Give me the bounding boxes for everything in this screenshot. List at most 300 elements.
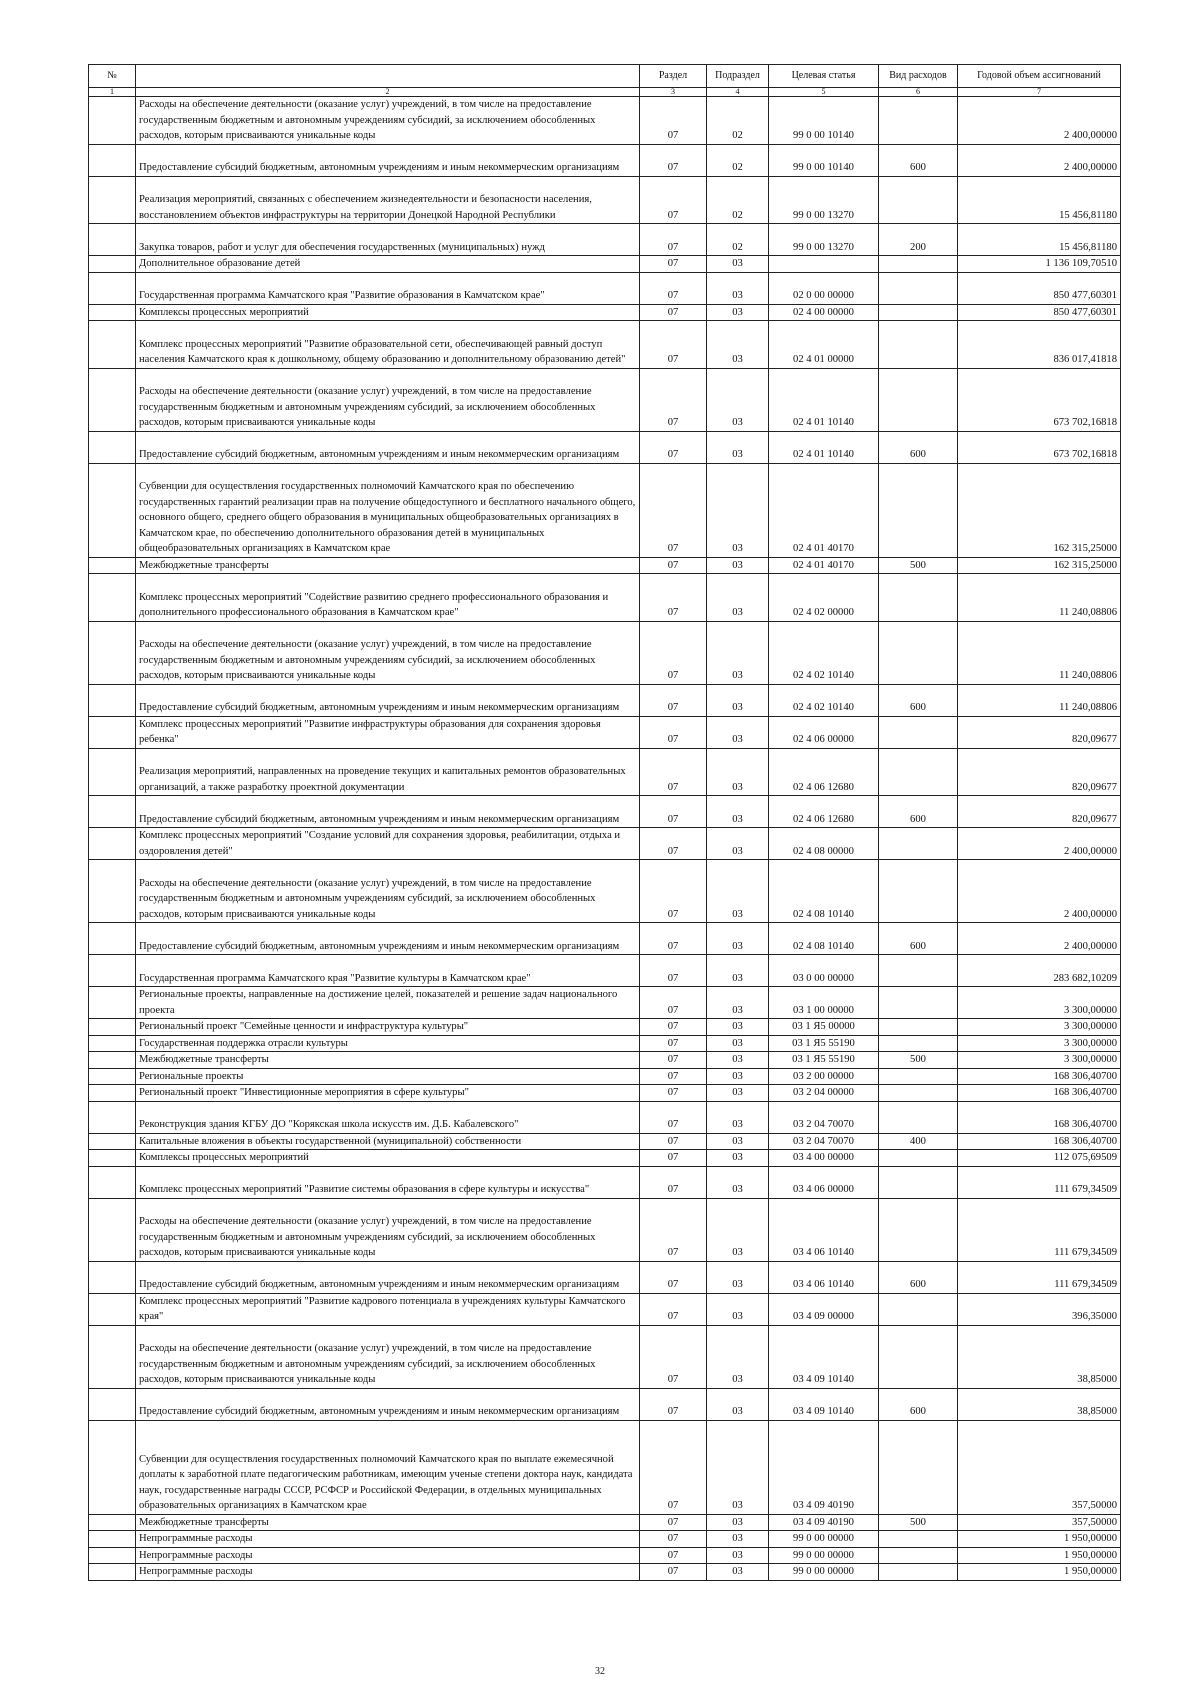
cell-section: 07 [640, 748, 707, 796]
cell-subsection: 03 [707, 1150, 769, 1167]
cell-subsection: 02 [707, 144, 769, 176]
header-target: Целевая статья [769, 65, 879, 88]
table-row [89, 1325, 1121, 1388]
cell-expense-type: 500 [879, 1514, 958, 1531]
table-row [89, 955, 1121, 987]
cell-section: 07 [640, 1420, 707, 1514]
budget-table-sheet [88, 64, 1120, 1581]
cell-section: 07 [640, 1052, 707, 1069]
cell-section: 07 [640, 1198, 707, 1261]
cell-amount: 15 456,81180 [958, 176, 1121, 224]
cell-amount: 111 679,34509 [958, 1166, 1121, 1198]
cell-target: 02 4 01 10140 [769, 368, 879, 431]
cell-name: Расходы на обеспечение деятельности (оказание услуг) учреждений, в том числе на предоставление государственным бюджетным и автономным учреждениям субсидий, за исключением обособленных расходов, которым присваиваются уникальные коды [136, 1325, 640, 1388]
cell-subsection: 03 [707, 1261, 769, 1293]
table-row [89, 1564, 1121, 1581]
cell-section: 07 [640, 557, 707, 574]
cell-expense-type [879, 1068, 958, 1085]
cell-name: Межбюджетные трансферты [136, 557, 640, 574]
cell-name: Непрограммные расходы [136, 1531, 640, 1548]
cell-target: 02 4 02 00000 [769, 574, 879, 622]
cell-name: Реализация мероприятий, связанных с обеспечением жизнедеятельности и безопасности населения, восстановлением объектов инфраструктуры на территории Донецкой Народной Республики [136, 176, 640, 224]
cell-name: Государственная поддержка отрасли культуры [136, 1035, 640, 1052]
table-row [89, 684, 1121, 716]
cell-expense-type [879, 1150, 958, 1167]
cell-target: 02 4 06 00000 [769, 716, 879, 748]
cell-name: Предоставление субсидий бюджетным, автономным учреждениям и иным некоммерческим организациям [136, 1388, 640, 1420]
table-row [89, 1035, 1121, 1052]
header-name [136, 65, 640, 88]
cell-num [89, 574, 136, 622]
cell-target: 03 2 00 00000 [769, 1068, 879, 1085]
cell-amount: 11 240,08806 [958, 621, 1121, 684]
cell-expense-type: 600 [879, 431, 958, 463]
cell-name: Расходы на обеспечение деятельности (оказание услуг) учреждений, в том числе на предоставление государственным бюджетным и автономным учреждениям субсидий, за исключением обособленных расходов, которым присваиваются уникальные коды [136, 97, 640, 145]
table-row [89, 368, 1121, 431]
cell-num [89, 716, 136, 748]
cell-subsection: 03 [707, 748, 769, 796]
cell-subsection: 03 [707, 1198, 769, 1261]
cell-target: 02 4 08 10140 [769, 923, 879, 955]
cell-subsection: 03 [707, 955, 769, 987]
cell-section: 07 [640, 1068, 707, 1085]
cell-expense-type: 600 [879, 796, 958, 828]
cell-name: Субвенции для осуществления государственных полномочий Камчатского края по обеспечению государственных гарантий реализации прав на получение общедоступного и бесплатного начального общего, основного общего, среднего общего образования в муниципальных общеобразовательных организациях в Камчатском крае, по обеспечению дополнительного образования детей в муниципальных общеобразовательных организациях в Камчатском крае [136, 463, 640, 557]
cell-name: Субвенции для осуществления государственных полномочий Камчатского края по выплате ежемесячной доплаты к заработной плате педагогическим работникам, имеющим ученые степени доктора наук, кандидата наук, государственные награды СССР, РСФСР и Российской Федерации, в отдельных муниципальных образовательных организациях в Камчатском крае [136, 1420, 640, 1514]
cell-num [89, 955, 136, 987]
cell-target: 03 0 00 00000 [769, 955, 879, 987]
cell-name: Региональные проекты [136, 1068, 640, 1085]
cell-section: 07 [640, 828, 707, 860]
cell-section: 07 [640, 1101, 707, 1133]
cell-name: Капитальные вложения в объекты государственной (муниципальной) собственности [136, 1133, 640, 1150]
table-row [89, 796, 1121, 828]
cell-name: Региональный проект "Семейные ценности и инфраструктура культуры" [136, 1019, 640, 1036]
cell-section: 07 [640, 796, 707, 828]
cell-num [89, 1547, 136, 1564]
cell-target [769, 256, 879, 273]
cell-subsection: 03 [707, 1420, 769, 1514]
header-expense-type: Вид расходов [879, 65, 958, 88]
cell-section: 07 [640, 684, 707, 716]
table-body [89, 97, 1121, 1581]
cell-subsection: 03 [707, 321, 769, 369]
cell-expense-type: 600 [879, 684, 958, 716]
cell-target: 03 4 09 40190 [769, 1420, 879, 1514]
cell-expense-type [879, 1035, 958, 1052]
cell-num [89, 1514, 136, 1531]
cell-target: 02 4 06 12680 [769, 748, 879, 796]
cell-num [89, 1150, 136, 1167]
cell-subsection: 03 [707, 987, 769, 1019]
cell-section: 07 [640, 923, 707, 955]
cell-subsection: 03 [707, 923, 769, 955]
cell-num [89, 1388, 136, 1420]
cell-target: 03 1 Я5 00000 [769, 1019, 879, 1036]
cell-section: 07 [640, 1085, 707, 1102]
cell-num [89, 97, 136, 145]
column-number: 2 [136, 88, 640, 97]
cell-num [89, 748, 136, 796]
cell-amount: 836 017,41818 [958, 321, 1121, 369]
cell-name: Межбюджетные трансферты [136, 1514, 640, 1531]
cell-section: 07 [640, 304, 707, 321]
cell-section: 07 [640, 1325, 707, 1388]
table-row [89, 321, 1121, 369]
cell-target: 03 1 Я5 55190 [769, 1035, 879, 1052]
cell-target: 03 4 06 10140 [769, 1198, 879, 1261]
table-row [89, 923, 1121, 955]
cell-subsection: 03 [707, 1068, 769, 1085]
cell-num [89, 1133, 136, 1150]
cell-name: Дополнительное образование детей [136, 256, 640, 273]
table-row [89, 1085, 1121, 1102]
column-number: 6 [879, 88, 958, 97]
page-number: 32 [595, 1666, 605, 1677]
cell-amount: 820,09677 [958, 748, 1121, 796]
cell-amount: 2 400,00000 [958, 923, 1121, 955]
cell-amount: 3 300,00000 [958, 1019, 1121, 1036]
table-row [89, 716, 1121, 748]
column-number: 7 [958, 88, 1121, 97]
cell-num [89, 557, 136, 574]
cell-target: 02 4 08 10140 [769, 860, 879, 923]
cell-expense-type [879, 463, 958, 557]
cell-section: 07 [640, 1293, 707, 1325]
cell-expense-type [879, 368, 958, 431]
cell-expense-type: 500 [879, 557, 958, 574]
cell-subsection: 02 [707, 97, 769, 145]
cell-num [89, 1420, 136, 1514]
cell-target: 03 4 09 10140 [769, 1325, 879, 1388]
table-row [89, 256, 1121, 273]
cell-num [89, 796, 136, 828]
cell-expense-type [879, 1293, 958, 1325]
cell-num [89, 1035, 136, 1052]
cell-expense-type [879, 176, 958, 224]
cell-subsection: 03 [707, 1388, 769, 1420]
cell-num [89, 860, 136, 923]
cell-expense-type [879, 272, 958, 304]
cell-amount: 283 682,10209 [958, 955, 1121, 987]
cell-target: 99 0 00 13270 [769, 176, 879, 224]
cell-section: 07 [640, 1514, 707, 1531]
cell-expense-type [879, 621, 958, 684]
cell-amount: 850 477,60301 [958, 304, 1121, 321]
table-row [89, 97, 1121, 145]
cell-target: 02 4 06 12680 [769, 796, 879, 828]
cell-name: Комплексы процессных мероприятий [136, 1150, 640, 1167]
cell-target: 03 4 09 10140 [769, 1388, 879, 1420]
cell-num [89, 144, 136, 176]
table-row [89, 1261, 1121, 1293]
table-row [89, 1293, 1121, 1325]
cell-expense-type [879, 1198, 958, 1261]
header-num: № [89, 65, 136, 88]
table-row [89, 176, 1121, 224]
cell-expense-type: 200 [879, 224, 958, 256]
cell-amount: 168 306,40700 [958, 1101, 1121, 1133]
cell-target: 03 1 Я5 55190 [769, 1052, 879, 1069]
cell-subsection: 03 [707, 431, 769, 463]
cell-expense-type: 600 [879, 1388, 958, 1420]
cell-num [89, 1531, 136, 1548]
cell-name: Реализация мероприятий, направленных на проведение текущих и капитальных ремонтов образовательных организаций, а также разработку проектной документации [136, 748, 640, 796]
cell-num [89, 1261, 136, 1293]
cell-target: 02 0 00 00000 [769, 272, 879, 304]
cell-expense-type [879, 748, 958, 796]
cell-section: 07 [640, 368, 707, 431]
cell-expense-type: 400 [879, 1133, 958, 1150]
cell-amount: 38,85000 [958, 1325, 1121, 1388]
cell-amount: 11 240,08806 [958, 684, 1121, 716]
cell-expense-type: 600 [879, 923, 958, 955]
cell-amount: 1 950,00000 [958, 1564, 1121, 1581]
table-row [89, 828, 1121, 860]
cell-expense-type: 500 [879, 1052, 958, 1069]
cell-name: Региональные проекты, направленные на достижение целей, показателей и решение задач национального проекта [136, 987, 640, 1019]
cell-expense-type [879, 256, 958, 273]
cell-amount: 168 306,40700 [958, 1085, 1121, 1102]
cell-subsection: 03 [707, 1101, 769, 1133]
cell-target: 99 0 00 00000 [769, 1564, 879, 1581]
cell-subsection: 03 [707, 1531, 769, 1548]
cell-num [89, 923, 136, 955]
cell-name: Комплексы процессных мероприятий [136, 304, 640, 321]
table-row [89, 621, 1121, 684]
cell-num [89, 621, 136, 684]
cell-amount: 2 400,00000 [958, 828, 1121, 860]
table-row [89, 557, 1121, 574]
cell-subsection: 03 [707, 1133, 769, 1150]
cell-section: 07 [640, 321, 707, 369]
cell-section: 07 [640, 1150, 707, 1167]
column-number: 1 [89, 88, 136, 97]
cell-expense-type [879, 1531, 958, 1548]
cell-amount: 162 315,25000 [958, 463, 1121, 557]
cell-target: 02 4 01 40170 [769, 557, 879, 574]
cell-expense-type [879, 987, 958, 1019]
cell-target: 03 4 09 40190 [769, 1514, 879, 1531]
table-row [89, 860, 1121, 923]
cell-section: 07 [640, 1035, 707, 1052]
cell-subsection: 03 [707, 684, 769, 716]
cell-amount: 3 300,00000 [958, 1035, 1121, 1052]
cell-subsection: 03 [707, 1547, 769, 1564]
cell-target: 03 4 06 10140 [769, 1261, 879, 1293]
cell-target: 03 2 04 70070 [769, 1133, 879, 1150]
cell-name: Комплекс процессных мероприятий "Развитие инфраструктуры образования для сохранения здоровья ребенка" [136, 716, 640, 748]
cell-subsection: 03 [707, 272, 769, 304]
cell-target: 02 4 01 40170 [769, 463, 879, 557]
cell-expense-type [879, 574, 958, 622]
table-row [89, 1101, 1121, 1133]
cell-target: 02 4 00 00000 [769, 304, 879, 321]
cell-amount: 111 679,34509 [958, 1261, 1121, 1293]
cell-section: 07 [640, 431, 707, 463]
cell-num [89, 1085, 136, 1102]
cell-subsection: 02 [707, 176, 769, 224]
cell-amount: 11 240,08806 [958, 574, 1121, 622]
table-row [89, 463, 1121, 557]
cell-name: Региональный проект "Инвестиционные мероприятия в сфере культуры" [136, 1085, 640, 1102]
column-number: 4 [707, 88, 769, 97]
cell-name: Расходы на обеспечение деятельности (оказание услуг) учреждений, в том числе на предоставление государственным бюджетным и автономным учреждениям субсидий, за исключением обособленных расходов, которым присваиваются уникальные коды [136, 860, 640, 923]
cell-amount: 357,50000 [958, 1514, 1121, 1531]
cell-name: Реконструкция здания КГБУ ДО "Корякская школа искусств им. Д.Б. Кабалевского" [136, 1101, 640, 1133]
cell-name: Непрограммные расходы [136, 1547, 640, 1564]
cell-subsection: 03 [707, 796, 769, 828]
table-row [89, 304, 1121, 321]
cell-target: 02 4 02 10140 [769, 621, 879, 684]
cell-expense-type [879, 860, 958, 923]
cell-subsection: 03 [707, 1166, 769, 1198]
cell-num [89, 256, 136, 273]
column-number-row [89, 88, 1121, 97]
cell-section: 07 [640, 256, 707, 273]
cell-target: 99 0 00 00000 [769, 1547, 879, 1564]
cell-target: 99 0 00 10140 [769, 144, 879, 176]
cell-name: Закупка товаров, работ и услуг для обеспечения государственных (муниципальных) нужд [136, 224, 640, 256]
cell-amount: 1 950,00000 [958, 1531, 1121, 1548]
header-subsection: Подраздел [707, 65, 769, 88]
cell-name: Предоставление субсидий бюджетным, автономным учреждениям и иным некоммерческим организациям [136, 431, 640, 463]
cell-num [89, 321, 136, 369]
cell-expense-type [879, 304, 958, 321]
cell-subsection: 03 [707, 1325, 769, 1388]
cell-num [89, 463, 136, 557]
cell-subsection: 03 [707, 256, 769, 273]
cell-name: Комплекс процессных мероприятий "Развитие кадрового потенциала в учреждениях культуры Камчатского края" [136, 1293, 640, 1325]
table-row [89, 1388, 1121, 1420]
cell-amount: 673 702,16818 [958, 431, 1121, 463]
cell-target: 02 4 02 10140 [769, 684, 879, 716]
cell-section: 07 [640, 955, 707, 987]
cell-amount: 850 477,60301 [958, 272, 1121, 304]
cell-expense-type [879, 1166, 958, 1198]
cell-num [89, 176, 136, 224]
cell-section: 07 [640, 97, 707, 145]
table-row [89, 1150, 1121, 1167]
cell-target: 03 4 09 00000 [769, 1293, 879, 1325]
cell-expense-type [879, 716, 958, 748]
cell-section: 07 [640, 860, 707, 923]
cell-expense-type [879, 1564, 958, 1581]
cell-subsection: 03 [707, 1052, 769, 1069]
cell-expense-type [879, 97, 958, 145]
table-row [89, 1019, 1121, 1036]
cell-num [89, 1101, 136, 1133]
table-row [89, 144, 1121, 176]
cell-subsection: 03 [707, 716, 769, 748]
cell-num [89, 1052, 136, 1069]
table-row [89, 1198, 1121, 1261]
cell-name: Расходы на обеспечение деятельности (оказание услуг) учреждений, в том числе на предоставление государственным бюджетным и автономным учреждениям субсидий, за исключением обособленных расходов, которым присваиваются уникальные коды [136, 368, 640, 431]
cell-target: 02 4 08 00000 [769, 828, 879, 860]
cell-subsection: 03 [707, 304, 769, 321]
cell-amount: 15 456,81180 [958, 224, 1121, 256]
cell-target: 99 0 00 10140 [769, 97, 879, 145]
cell-num [89, 304, 136, 321]
cell-amount: 3 300,00000 [958, 987, 1121, 1019]
cell-target: 02 4 01 10140 [769, 431, 879, 463]
cell-name: Предоставление субсидий бюджетным, автономным учреждениям и иным некоммерческим организациям [136, 1261, 640, 1293]
cell-num [89, 1564, 136, 1581]
cell-name: Предоставление субсидий бюджетным, автономным учреждениям и иным некоммерческим организациям [136, 684, 640, 716]
table-row [89, 574, 1121, 622]
cell-section: 07 [640, 1531, 707, 1548]
cell-amount: 1 950,00000 [958, 1547, 1121, 1564]
cell-expense-type [879, 1085, 958, 1102]
cell-section: 07 [640, 1261, 707, 1293]
table-row [89, 1547, 1121, 1564]
cell-num [89, 272, 136, 304]
cell-amount: 2 400,00000 [958, 144, 1121, 176]
cell-section: 07 [640, 144, 707, 176]
cell-expense-type [879, 1101, 958, 1133]
cell-section: 07 [640, 574, 707, 622]
table-row [89, 1068, 1121, 1085]
cell-subsection: 03 [707, 621, 769, 684]
table-row [89, 224, 1121, 256]
cell-expense-type [879, 1420, 958, 1514]
cell-subsection: 03 [707, 574, 769, 622]
cell-num [89, 368, 136, 431]
cell-section: 07 [640, 1019, 707, 1036]
cell-section: 07 [640, 621, 707, 684]
cell-target: 03 2 04 70070 [769, 1101, 879, 1133]
cell-subsection: 03 [707, 1564, 769, 1581]
cell-subsection: 03 [707, 1514, 769, 1531]
header-section: Раздел [640, 65, 707, 88]
cell-name: Комплекс процессных мероприятий "Развитие системы образования в сфере культуры и искусства" [136, 1166, 640, 1198]
cell-name: Межбюджетные трансферты [136, 1052, 640, 1069]
cell-amount: 168 306,40700 [958, 1068, 1121, 1085]
cell-name: Предоставление субсидий бюджетным, автономным учреждениям и иным некоммерческим организациям [136, 796, 640, 828]
cell-amount: 38,85000 [958, 1388, 1121, 1420]
cell-num [89, 224, 136, 256]
cell-num [89, 431, 136, 463]
cell-amount: 673 702,16818 [958, 368, 1121, 431]
cell-amount: 357,50000 [958, 1420, 1121, 1514]
cell-subsection: 03 [707, 557, 769, 574]
cell-amount: 820,09677 [958, 796, 1121, 828]
cell-subsection: 03 [707, 1019, 769, 1036]
cell-section: 07 [640, 1547, 707, 1564]
cell-amount: 820,09677 [958, 716, 1121, 748]
cell-subsection: 03 [707, 368, 769, 431]
header-row [89, 65, 1121, 88]
cell-amount: 1 136 109,70510 [958, 256, 1121, 273]
cell-num [89, 1293, 136, 1325]
cell-target: 99 0 00 13270 [769, 224, 879, 256]
cell-section: 07 [640, 176, 707, 224]
table-row [89, 431, 1121, 463]
header-amount: Годовой объем ассигнований [958, 65, 1121, 88]
cell-section: 07 [640, 463, 707, 557]
cell-num [89, 1166, 136, 1198]
cell-section: 07 [640, 716, 707, 748]
cell-amount: 168 306,40700 [958, 1133, 1121, 1150]
cell-name: Предоставление субсидий бюджетным, автономным учреждениям и иным некоммерческим организациям [136, 923, 640, 955]
table-row [89, 1531, 1121, 1548]
table-row [89, 1133, 1121, 1150]
cell-section: 07 [640, 1133, 707, 1150]
cell-expense-type: 600 [879, 144, 958, 176]
cell-target: 99 0 00 00000 [769, 1531, 879, 1548]
cell-expense-type [879, 955, 958, 987]
cell-amount: 2 400,00000 [958, 860, 1121, 923]
